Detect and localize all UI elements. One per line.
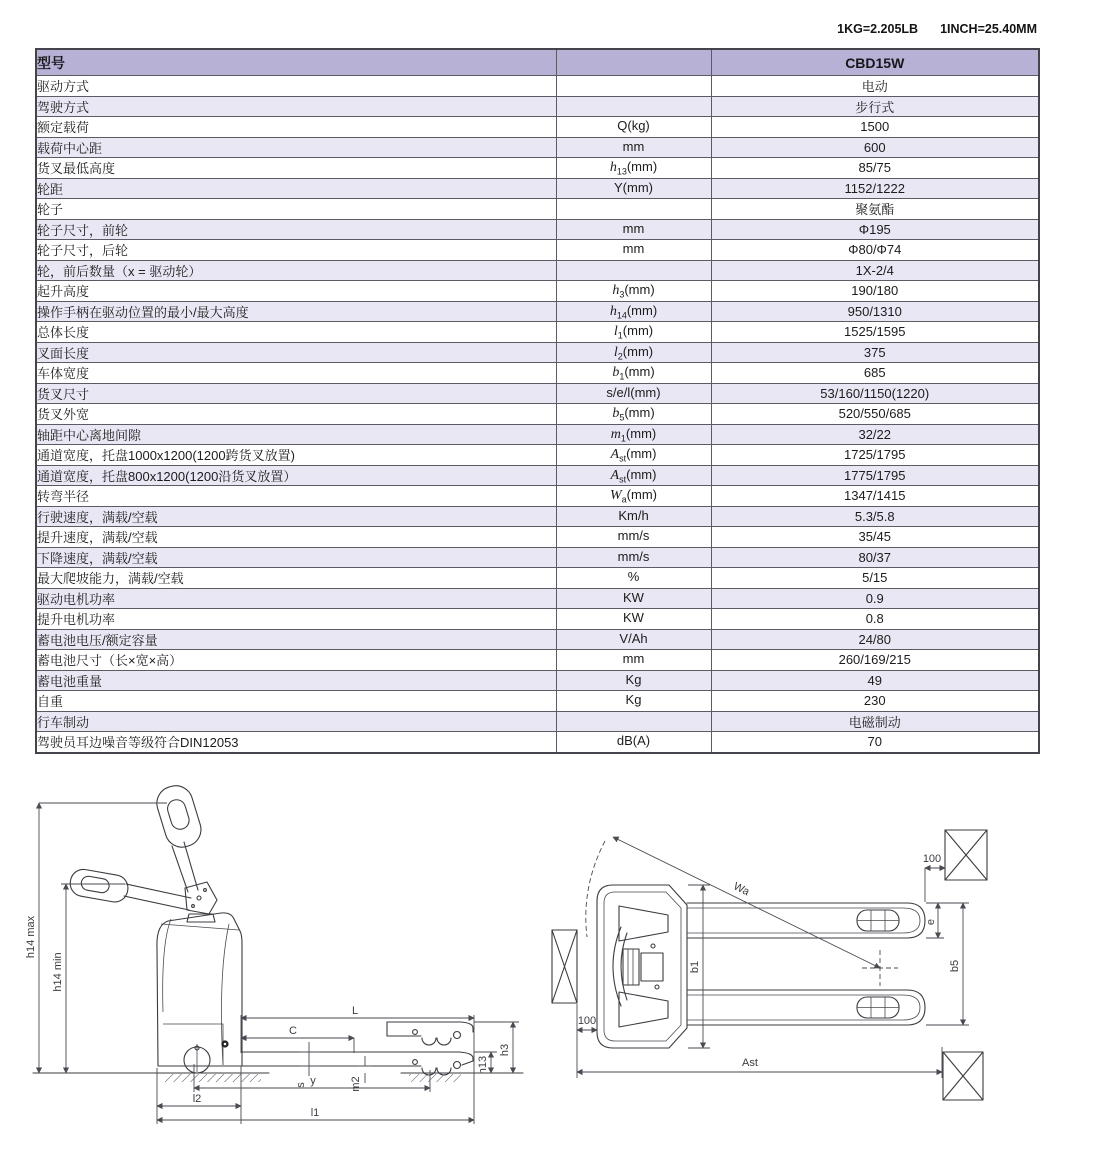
row-value: 电动 xyxy=(711,76,1039,97)
row-label: 最大爬坡能力，满载/空载 xyxy=(36,568,556,589)
unit-rest: Y(mm) xyxy=(614,179,653,195)
row-value: Φ80/Φ74 xyxy=(711,240,1039,261)
unit-rest: (mm) xyxy=(624,282,655,298)
row-value: 85/75 xyxy=(711,158,1039,179)
unit-rest: dB(A) xyxy=(616,733,651,749)
spec-row xyxy=(36,547,1039,568)
ground-line xyxy=(33,1073,523,1082)
dim-label-b5: b5 xyxy=(949,959,961,973)
unit-rest: (mm) xyxy=(622,323,654,339)
row-value: 聚氨酯 xyxy=(711,199,1039,220)
row-value: 685 xyxy=(711,363,1039,384)
unit-sub: a xyxy=(621,494,627,505)
dim-label-b1: b1 xyxy=(689,960,701,974)
spec-row xyxy=(36,465,1039,486)
unit-sub: 14 xyxy=(616,310,627,321)
spec-row xyxy=(36,137,1039,158)
row-unit xyxy=(556,178,711,199)
pallet-load-box-top-right xyxy=(945,830,987,880)
unit-rest: mm xyxy=(622,241,645,257)
spec-table-body xyxy=(36,76,1039,753)
unit-rest: (mm) xyxy=(626,487,657,503)
unit-rest: Kg xyxy=(625,692,642,708)
unit-rest: s/e/l(mm) xyxy=(606,384,661,400)
row-unit xyxy=(556,650,711,671)
unit-rest: mm xyxy=(622,220,645,236)
row-unit xyxy=(556,445,711,466)
unit-sub: 1 xyxy=(617,330,623,341)
row-unit xyxy=(556,219,711,240)
row-value: 5.3/5.8 xyxy=(711,506,1039,527)
unit-rest: Kg xyxy=(625,671,642,687)
row-label: 驱动电机功率 xyxy=(36,588,556,609)
row-value: Φ195 xyxy=(711,219,1039,240)
dim-label-L: L xyxy=(351,1005,359,1017)
unit-rest: (mm) xyxy=(622,343,654,359)
tiller-upright xyxy=(153,782,206,892)
dim-label-m2: m2 xyxy=(350,1076,362,1092)
top-view-drawing xyxy=(535,815,1055,1110)
dim-label-wa: Wa xyxy=(731,880,752,899)
unit-sub: 1 xyxy=(619,371,625,382)
dim-label-e: e xyxy=(925,918,937,926)
row-label: 操作手柄在驱动位置的最小/最大高度 xyxy=(36,301,556,322)
spec-row xyxy=(36,424,1039,445)
row-unit xyxy=(556,383,711,404)
row-label: 载荷中心距 xyxy=(36,137,556,158)
row-unit xyxy=(556,711,711,732)
steering-unit xyxy=(613,927,663,1006)
row-label: 车体宽度 xyxy=(36,363,556,384)
row-value: 24/80 xyxy=(711,629,1039,650)
row-label: 蓄电池电压/额定容量 xyxy=(36,629,556,650)
spec-row xyxy=(36,609,1039,630)
row-value: 5/15 xyxy=(711,568,1039,589)
spec-row xyxy=(36,527,1039,548)
spec-row xyxy=(36,670,1039,691)
row-label: 额定载荷 xyxy=(36,117,556,138)
kg-conversion: 1KG=2.205LB xyxy=(837,22,919,36)
row-unit xyxy=(556,609,711,630)
row-unit xyxy=(556,137,711,158)
row-value: 375 xyxy=(711,342,1039,363)
unit-rest: (mm) xyxy=(626,446,657,462)
row-label: 货叉最低高度 xyxy=(36,158,556,179)
row-value: 950/1310 xyxy=(711,301,1039,322)
unit-var: l xyxy=(613,344,618,360)
row-unit xyxy=(556,588,711,609)
row-label: 驾驶员耳边噪音等级符合DIN12053 xyxy=(36,732,556,753)
row-value: 电磁制动 xyxy=(711,711,1039,732)
row-unit xyxy=(556,260,711,281)
unit-rest: (mm) xyxy=(625,425,657,441)
row-label: 轮子尺寸，前轮 xyxy=(36,219,556,240)
side-view-truck xyxy=(33,782,523,1082)
unit-var: A xyxy=(610,447,620,463)
model-value: CBD15W xyxy=(711,49,1039,76)
spec-row xyxy=(36,404,1039,425)
row-label: 转弯半径 xyxy=(36,486,556,507)
unit-rest: Km/h xyxy=(618,507,649,523)
row-label: 蓄电池尺寸（长×宽×高） xyxy=(36,650,556,671)
row-value: 1500 xyxy=(711,117,1039,138)
row-label: 驾驶方式 xyxy=(36,96,556,117)
row-value: 0.9 xyxy=(711,588,1039,609)
row-unit xyxy=(556,424,711,445)
row-label: 叉面长度 xyxy=(36,342,556,363)
fork-raised xyxy=(387,1022,473,1045)
row-label: 通道宽度，托盘800x1200(1200沿货叉放置） xyxy=(36,465,556,486)
row-unit xyxy=(556,281,711,302)
spec-row xyxy=(36,240,1039,261)
row-label: 自重 xyxy=(36,691,556,712)
unit-rest: KW xyxy=(623,610,644,626)
pallet-load-box-bottom-right xyxy=(943,1052,983,1100)
row-label: 行车制动 xyxy=(36,711,556,732)
unit-var: A xyxy=(610,467,620,483)
unit-var: h xyxy=(612,283,620,299)
spec-table xyxy=(35,48,1040,754)
fork-top-upper xyxy=(687,903,925,938)
unit-var: h xyxy=(609,160,617,176)
unit-sub: 1 xyxy=(620,433,626,444)
row-value: 32/22 xyxy=(711,424,1039,445)
pallet-load-box-left xyxy=(552,930,577,1003)
row-value: 49 xyxy=(711,670,1039,691)
row-unit xyxy=(556,363,711,384)
dim-label-100-top: 100 xyxy=(922,853,942,865)
row-value: 0.8 xyxy=(711,609,1039,630)
inch-conversion: 1INCH=25.40MM xyxy=(940,22,1037,36)
row-unit xyxy=(556,117,711,138)
unit-var: b xyxy=(612,365,620,381)
spec-row xyxy=(36,158,1039,179)
spec-row xyxy=(36,199,1039,220)
unit-var: W xyxy=(609,488,622,504)
unit-rest: Q(kg) xyxy=(617,118,650,134)
row-label: 总体长度 xyxy=(36,322,556,343)
dim-label-l2: l2 xyxy=(192,1093,202,1105)
unit-sub: 3 xyxy=(619,289,625,300)
spec-row xyxy=(36,260,1039,281)
row-unit xyxy=(556,342,711,363)
dim-label-h3: h3 xyxy=(499,1043,511,1057)
dim-label-s: s xyxy=(295,1082,307,1088)
row-value: 70 xyxy=(711,732,1039,753)
spec-row xyxy=(36,691,1039,712)
row-label: 轮子 xyxy=(36,199,556,220)
spec-row xyxy=(36,711,1039,732)
unit-sub: 2 xyxy=(617,351,623,362)
spec-row xyxy=(36,117,1039,138)
row-value: 步行式 xyxy=(711,96,1039,117)
unit-rest: mm/s xyxy=(617,528,650,544)
row-unit xyxy=(556,240,711,261)
unit-rest: mm/s xyxy=(617,548,650,564)
dim-label-h14-min: h14 min xyxy=(52,952,64,992)
spec-row xyxy=(36,219,1039,240)
row-unit xyxy=(556,691,711,712)
fork-lowered xyxy=(241,1052,473,1075)
row-unit xyxy=(556,404,711,425)
row-unit xyxy=(556,732,711,753)
unit-var: b xyxy=(612,406,620,422)
row-unit xyxy=(556,199,711,220)
spec-row xyxy=(36,76,1039,97)
unit-rest: KW xyxy=(623,589,644,605)
spec-row xyxy=(36,342,1039,363)
unit-var: m xyxy=(610,426,621,442)
row-value: 230 xyxy=(711,691,1039,712)
row-label: 驱动方式 xyxy=(36,76,556,97)
unit-sub: 13 xyxy=(616,166,627,177)
spec-row xyxy=(36,96,1039,117)
row-label: 行驶速度，满载/空载 xyxy=(36,506,556,527)
dim-label-y: y xyxy=(310,1075,316,1087)
unit-rest: V/Ah xyxy=(619,630,648,646)
spec-row xyxy=(36,281,1039,302)
dim-label-100-left: 100 xyxy=(577,1015,597,1027)
row-unit xyxy=(556,96,711,117)
row-unit xyxy=(556,322,711,343)
top-view-truck xyxy=(586,837,925,1048)
row-unit xyxy=(556,506,711,527)
row-unit xyxy=(556,568,711,589)
fork-top-lower xyxy=(687,990,925,1025)
top-view-dimensions xyxy=(577,853,969,1078)
row-label: 提升速度，满载/空载 xyxy=(36,527,556,548)
unit-rest: mm xyxy=(622,651,645,667)
row-unit xyxy=(556,486,711,507)
tiller-lowered xyxy=(68,867,191,910)
row-label: 提升电机功率 xyxy=(36,609,556,630)
spec-row xyxy=(36,486,1039,507)
spec-row xyxy=(36,322,1039,343)
unit-rest: (mm) xyxy=(624,405,655,421)
side-view-drawing xyxy=(25,772,530,1140)
row-value: 600 xyxy=(711,137,1039,158)
spec-row xyxy=(36,383,1039,404)
row-label: 轴距中心离地间隙 xyxy=(36,424,556,445)
row-unit xyxy=(556,547,711,568)
row-unit xyxy=(556,670,711,691)
unit-sub: 5 xyxy=(619,412,625,423)
dim-label-h13: h13 xyxy=(477,1055,489,1075)
row-value: 1725/1795 xyxy=(711,445,1039,466)
dim-label-h14-max: h14 max xyxy=(25,915,37,959)
unit-rest: (mm) xyxy=(626,466,657,482)
row-value: 80/37 xyxy=(711,547,1039,568)
unit-var: h xyxy=(609,303,617,319)
spec-row xyxy=(36,363,1039,384)
row-value: 520/550/685 xyxy=(711,404,1039,425)
row-label: 通道宽度，托盘1000x1200(1200跨货叉放置) xyxy=(36,445,556,466)
dim-label-l1: l1 xyxy=(310,1107,320,1119)
row-value: 1X-2/4 xyxy=(711,260,1039,281)
row-value: 1152/1222 xyxy=(711,178,1039,199)
unit-rest: (mm) xyxy=(624,364,655,380)
row-label: 下降速度，满载/空载 xyxy=(36,547,556,568)
model-label: 型号 xyxy=(36,49,556,76)
row-value: 1775/1795 xyxy=(711,465,1039,486)
spec-row xyxy=(36,629,1039,650)
spec-row xyxy=(36,445,1039,466)
drive-wheel xyxy=(184,1044,210,1073)
unit-sub: st xyxy=(619,453,627,464)
spec-row xyxy=(36,178,1039,199)
spec-row xyxy=(36,732,1039,753)
row-value: 35/45 xyxy=(711,527,1039,548)
row-label: 轮距 xyxy=(36,178,556,199)
row-label: 起升高度 xyxy=(36,281,556,302)
row-label: 轮子尺寸，后轮 xyxy=(36,240,556,261)
row-unit xyxy=(556,301,711,322)
row-label: 轮，前后数量（x = 驱动轮） xyxy=(36,260,556,281)
spec-row xyxy=(36,301,1039,322)
row-label: 货叉外宽 xyxy=(36,404,556,425)
spec-row xyxy=(36,568,1039,589)
row-label: 蓄电池重量 xyxy=(36,670,556,691)
spec-row xyxy=(36,506,1039,527)
dim-label-C: C xyxy=(289,1025,297,1037)
unit-var: l xyxy=(613,324,618,340)
unit-sub: st xyxy=(619,474,627,485)
row-unit xyxy=(556,76,711,97)
row-unit xyxy=(556,527,711,548)
row-unit xyxy=(556,629,711,650)
unit-conversion-note xyxy=(815,22,1037,36)
spec-row xyxy=(36,650,1039,671)
unit-column-header xyxy=(556,49,711,76)
row-value: 53/160/1150(1220) xyxy=(711,383,1039,404)
row-value: 190/180 xyxy=(711,281,1039,302)
row-value: 1525/1595 xyxy=(711,322,1039,343)
spec-header-row xyxy=(36,49,1039,76)
row-label: 货叉尺寸 xyxy=(36,383,556,404)
unit-rest: (mm) xyxy=(626,302,658,318)
unit-rest: (mm) xyxy=(626,159,658,175)
unit-rest: % xyxy=(627,569,640,585)
dim-label-ast: Ast xyxy=(742,1057,758,1069)
row-unit xyxy=(556,158,711,179)
row-value: 260/169/215 xyxy=(711,650,1039,671)
unit-rest: mm xyxy=(622,138,645,154)
spec-row xyxy=(36,588,1039,609)
row-value: 1347/1415 xyxy=(711,486,1039,507)
truck-body-side xyxy=(157,913,242,1066)
row-unit xyxy=(556,465,711,486)
